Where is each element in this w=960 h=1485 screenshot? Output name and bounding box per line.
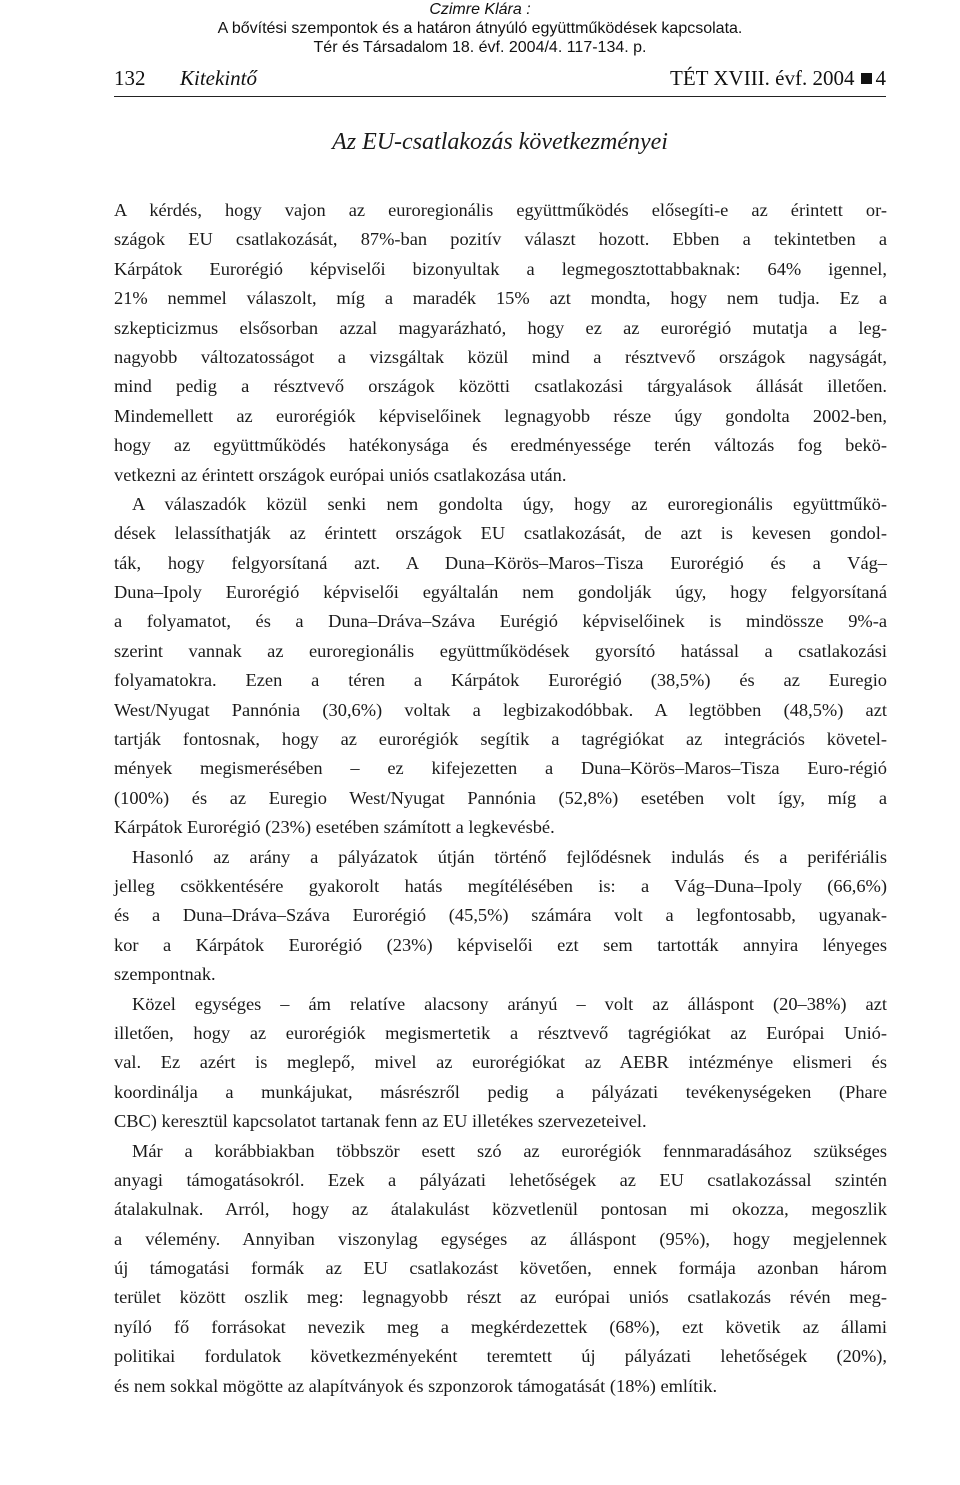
paragraph bbox=[114, 490, 887, 843]
paragraph bbox=[114, 1137, 887, 1402]
text-line: nyíló fő forrásokat nevezik meg a megkérdezettek (68%), ezt követik az állami bbox=[114, 1316, 887, 1337]
text-line: új támogatási formák az EU csatlakozást követően, ennek formája azonban három bbox=[114, 1258, 887, 1279]
text-line: terület között oszlik meg: legnagyobb részt az európai uniós csatlakozás révén meg- bbox=[114, 1287, 887, 1308]
text-line: Már a korábbiakban többször esett szó az eurorégiók fennmaradásához szükséges bbox=[132, 1140, 887, 1161]
text-line: Kárpátok Eurorégió képviselői bizonyultak a legmegosztottabbaknak: 64% igennel, bbox=[114, 258, 887, 279]
text-line: hogy az együttműködés hatékonysága és eredményessége terén változás fog bekö- bbox=[114, 435, 887, 456]
page-number: 132 bbox=[114, 66, 146, 90]
text-line: (100%) és az Euregio West/Nyugat Pannónia (52,8%) esetében volt így, míg a bbox=[114, 787, 887, 808]
text-line: szkepticizmus elsősorban azzal magyarázható, hogy ez az eurorégió mutatja a leg- bbox=[114, 317, 887, 338]
text-line: jelleg csökkentésére gyakorolt hatás megítélésében is: a Vág–Duna–Ipoly (66,6%) bbox=[114, 875, 887, 896]
citation-author: Czimre Klára : bbox=[429, 1, 531, 18]
text-line: A kérdés, hogy vajon az euroregionális együttműködés elősegíti-e az érintett or- bbox=[114, 200, 887, 220]
text-line: szerint vannak az euroregionális együttműködések gyorsító hatással a csatlakozási bbox=[114, 640, 887, 661]
issue-number: 4 bbox=[875, 66, 886, 90]
text-line: Kárpátok Eurorégió (23%) esetében számított a legkevésbé. bbox=[114, 817, 555, 838]
running-head bbox=[114, 60, 886, 97]
text-line: 21% nemmel válaszolt, míg a maradék 15% azt mondta, hogy nem tudja. Ez a bbox=[114, 288, 887, 309]
text-line: szágok EU csatlakozását, 87%-ban pozitív választ hozott. Ebben a tekintetben a bbox=[114, 229, 887, 250]
section-title: Az EU-csatlakozás következményei bbox=[332, 129, 668, 155]
body-text bbox=[114, 196, 887, 1401]
text-line: A válaszadók közül senki nem gondolta úgy, hogy az euroregionális együttműkö- bbox=[132, 493, 887, 514]
text-line: nagyobb változatosságot a vizsgáltak közül mind a résztvevő országok nagyságát, bbox=[114, 346, 887, 367]
text-line: átalakulnak. Arról, hogy az átalakulást közvetlenül pontosan mi okozza, megoszlik bbox=[114, 1199, 887, 1220]
text-line: Hasonló az arány a pályázatok útján történő fejlődésnek indulás és a perifériális bbox=[132, 846, 887, 867]
citation-title: A bővítési szempontok és a határon átnyúló együttműködések kapcsolata. bbox=[217, 20, 743, 37]
text-line: a folyamatot, és a Duna–Dráva–Száva Eurégió képviselőinek is mindössze 9%-a bbox=[114, 611, 887, 632]
journal-info bbox=[670, 60, 886, 96]
text-line: folyamatokra. Ezen a téren a Kárpátok Eurorégió (38,5%) és az Euregio bbox=[114, 670, 887, 691]
text-line: West/Nyugat Pannónia (30,6%) voltak a legbizakodóbbak. A legtöbben (48,5%) azt bbox=[114, 699, 887, 720]
section-name: Kitekintő bbox=[180, 66, 257, 90]
citation-header bbox=[0, 0, 960, 57]
text-line: tartják fontosnak, hogy az eurorégiók segítik a tagrégiókat az integrációs követel- bbox=[114, 729, 887, 750]
text-line: és a Duna–Dráva–Száva Eurorégió (45,5%) számára volt a legfontosabb, ugyanak- bbox=[114, 905, 887, 926]
paragraph bbox=[114, 843, 887, 990]
text-line: dések lelassíthatják az érintett országok EU csatlakozását, de azt is kevesen gondol- bbox=[114, 523, 887, 544]
text-line: ták, hogy felgyorsítaná azt. A Duna–Körös–Maros–Tisza Eurorégió és a Vág– bbox=[114, 552, 887, 573]
text-line: és nem sokkal mögötte az alapítványok és szponzorok támogatását (18%) említik. bbox=[114, 1375, 718, 1396]
square-bullet-icon bbox=[861, 73, 872, 84]
text-line: vetkezni az érintett országok európai uniós csatlakozása után. bbox=[114, 464, 567, 485]
text-line: mind pedig a résztvevő országok közötti csatlakozási tárgyalások állását illetően. bbox=[114, 376, 887, 397]
text-line: politikai fordulatok következményeként teremtett új pályázati lehetőségek (20%), bbox=[114, 1346, 887, 1367]
text-line: val. Ez azért is meglepő, mivel az eurorégiókat az AEBR intézménye elismeri és bbox=[114, 1052, 887, 1073]
text-line: illetően, hogy az eurorégiók megismertetik a résztvevő tagrégiókat az Európai Unió- bbox=[114, 1022, 887, 1043]
text-line: Mindemellett az eurorégiók képviselőinek legnagyobb része úgy gondolta 2002-ben, bbox=[114, 405, 887, 426]
text-line: mények megismerésében – ez kifejezetten a Duna–Körös–Maros–Tisza Euro-régió bbox=[114, 758, 887, 779]
text-line: koordinálja a munkájukat, másrészről pedig a pályázati tevékenységeken (Phare bbox=[114, 1081, 887, 1102]
text-line: kor a Kárpátok Eurorégió (23%) képviselői ezt sem tartották annyira lényeges bbox=[114, 934, 887, 955]
text-line: CBC) keresztül kapcsolatot tartanak fenn az EU illetékes szervezeteivel. bbox=[114, 1111, 647, 1132]
text-line: szempontnak. bbox=[114, 964, 216, 985]
journal-name: TÉT XVIII. évf. 2004 bbox=[670, 66, 855, 90]
text-line: a vélemény. Annyiban viszonylag egységes az álláspont (95%), hogy megjelennek bbox=[114, 1228, 887, 1249]
paragraph bbox=[114, 196, 887, 490]
text-line: Közel egységes – ám relatíve alacsony arányú – volt az álláspont (20–38%) azt bbox=[132, 993, 887, 1014]
citation-source: Tér és Társadalom 18. évf. 2004/4. 117-134. p. bbox=[313, 39, 647, 56]
paragraph bbox=[114, 990, 887, 1137]
text-line: Duna–Ipoly Eurorégió képviselői egyáltalán nem gondolják úgy, hogy felgyorsítaná bbox=[114, 582, 887, 603]
text-line: anyagi támogatásokról. Ezek a pályázati lehetőségek az EU csatlakozással szintén bbox=[114, 1169, 887, 1190]
